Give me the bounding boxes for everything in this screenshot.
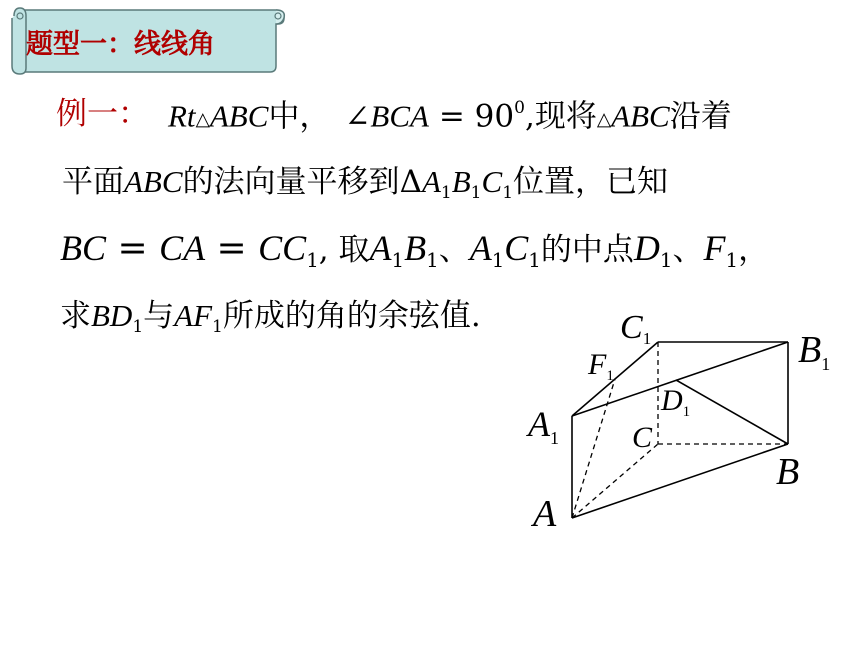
sub-1: 1 [440, 182, 452, 203]
page-title: 题型一：线线角 [26, 29, 215, 60]
text-ca: CA [159, 228, 206, 268]
sub-1: 1 [212, 316, 223, 337]
text-plane: 平面 [62, 164, 124, 200]
text-sep: 、 [672, 232, 704, 268]
text-rt: Rt [168, 98, 196, 134]
text-a: A [469, 228, 492, 268]
text-rest: 所成的角的余弦值. [222, 298, 481, 334]
sub-1: 1 [659, 248, 673, 272]
degree-sup: 0 [514, 98, 525, 118]
text-d: D [633, 228, 660, 268]
text-b: B [404, 228, 427, 268]
sub-1: 1 [132, 316, 144, 337]
text-normal: 的法向量平移到 [182, 164, 400, 200]
sub-1: 1 [470, 182, 482, 203]
text-c: C [504, 228, 529, 268]
text-bc: BC [60, 228, 107, 268]
segment-d1-b [676, 380, 788, 444]
equals-sign: = [205, 228, 259, 269]
label-b1: $B_1$ [798, 329, 831, 374]
edge-a-b [572, 444, 788, 518]
edge-a-c [572, 444, 658, 518]
text-eq90: = 90 [428, 98, 515, 135]
sub-1: 1 [502, 182, 514, 203]
label-c1: C1 [620, 309, 652, 348]
sub-1: 1 [528, 248, 541, 272]
text-mid: 的中点 [540, 232, 634, 268]
text-abc: ABC [209, 98, 269, 134]
sub-1: 1 [306, 248, 319, 272]
sub-1: 1 [391, 248, 405, 272]
text-abc: ABC [124, 164, 183, 199]
label-f1: $F_1$ [588, 348, 614, 384]
text-take: , 取 [318, 232, 370, 268]
text-bca: BCA [370, 98, 429, 134]
segment-a-f1 [572, 379, 615, 518]
text-cc: CC [258, 228, 307, 268]
text-a: A [421, 164, 441, 199]
text-pos: 位置，已知 [513, 164, 669, 200]
example-label: 例一： [56, 96, 149, 132]
text-zhong: 中， [268, 98, 331, 135]
angle-symbol: ∠ [344, 98, 371, 135]
text-find: 求 [60, 298, 91, 334]
label-a: A [533, 493, 557, 535]
text-b: B [451, 164, 471, 199]
label-d1: $D_1$ [661, 384, 691, 420]
text-end: ， [738, 232, 770, 268]
text-f: F [703, 228, 726, 268]
text-abc-2: ABC [611, 98, 670, 134]
text-c: C [481, 164, 503, 199]
text-sep: 、 [438, 232, 470, 268]
text-a: A [369, 228, 392, 268]
triangle-symbol: △ [195, 108, 210, 130]
sub-1: 1 [491, 248, 505, 272]
label-a1: $A_1$ [528, 404, 559, 448]
text-and: 与 [143, 298, 175, 334]
text-af: AF [174, 298, 213, 333]
delta-symbol: Δ [399, 164, 422, 200]
sub-1: 1 [426, 248, 439, 272]
text-along: 沿着 [669, 98, 732, 135]
label-b: B [776, 451, 800, 493]
equals-sign: = [106, 228, 160, 269]
text-bd: BD [91, 298, 133, 333]
text-now: ,现将 [524, 98, 597, 135]
triangle-symbol-2: △ [596, 108, 612, 130]
sub-1: 1 [725, 248, 739, 272]
label-c: C [632, 421, 653, 454]
